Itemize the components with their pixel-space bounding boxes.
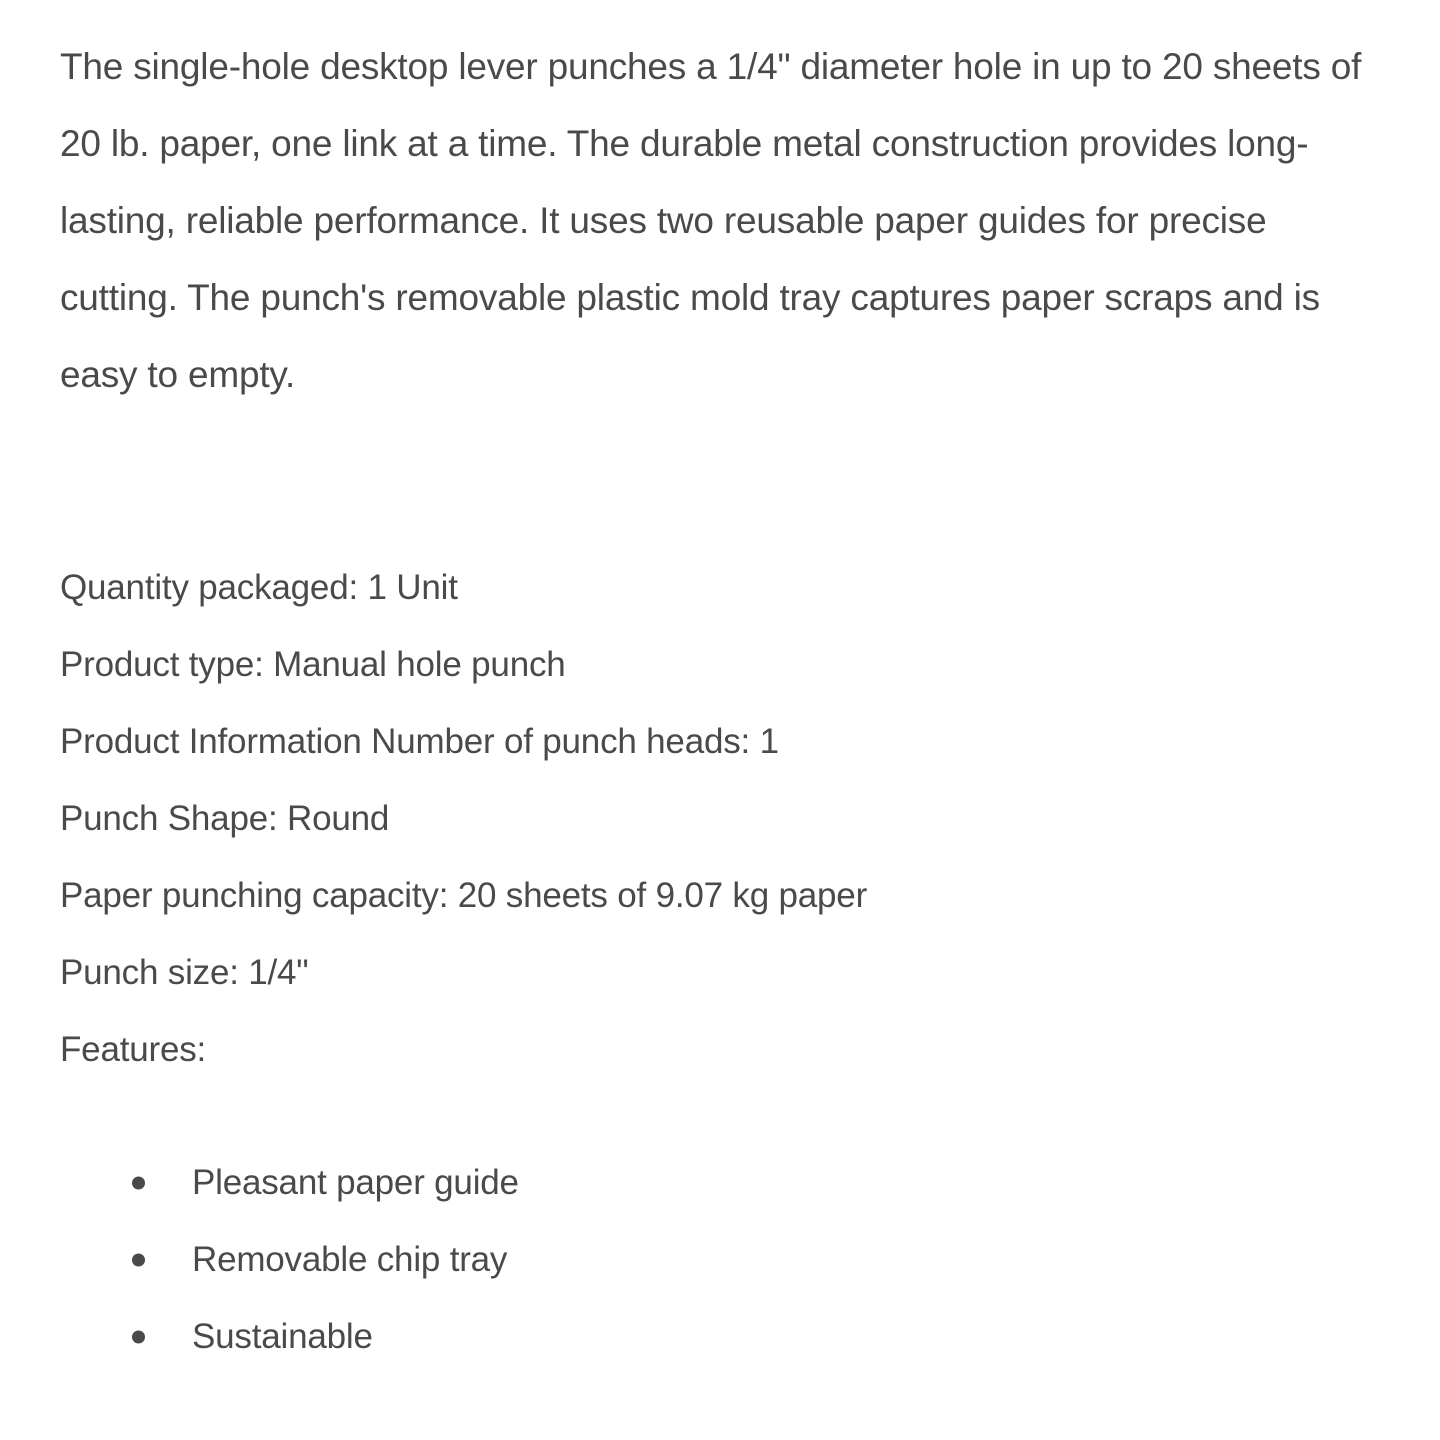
bullet-icon	[132, 1253, 145, 1266]
list-item	[60, 1298, 1380, 1375]
list-item	[60, 1221, 1380, 1298]
spec-line-quantity-packaged: Quantity packaged: 1 Unit	[60, 568, 458, 607]
spec-line-punch-size: Punch size: 1/4"	[60, 953, 309, 992]
spec-line-number-of-punch-heads: Product Information Number of punch heads: 1	[60, 722, 779, 761]
specification-list	[60, 549, 1380, 1088]
feature-label: Sustainable	[192, 1317, 373, 1356]
spec-line-product-type: Product type: Manual hole punch	[60, 645, 566, 684]
bullet-icon	[132, 1330, 145, 1343]
spec-line-paper-punching-capacity: Paper punching capacity: 20 sheets of 9.07 kg paper	[60, 876, 868, 915]
spec-line-features-heading: Features:	[60, 1030, 207, 1069]
feature-label: Pleasant paper guide	[192, 1163, 519, 1202]
product-description-paragraph: The single-hole desktop lever punches a 1/4" diameter hole in up to 20 sheets of 20 lb. paper, one link at a time. The durable metal construction provides long-lasting, reliable performance. It uses two reusable paper guides for precise cutting. The punch's removable plastic mold tray captures paper scraps and is easy to empty.	[60, 46, 1362, 395]
spec-line-punch-shape: Punch Shape: Round	[60, 799, 390, 838]
list-item	[60, 1144, 1380, 1221]
feature-label: Removable chip tray	[192, 1240, 508, 1279]
bullet-icon	[132, 1176, 145, 1189]
features-bullet-list	[60, 1144, 1380, 1375]
